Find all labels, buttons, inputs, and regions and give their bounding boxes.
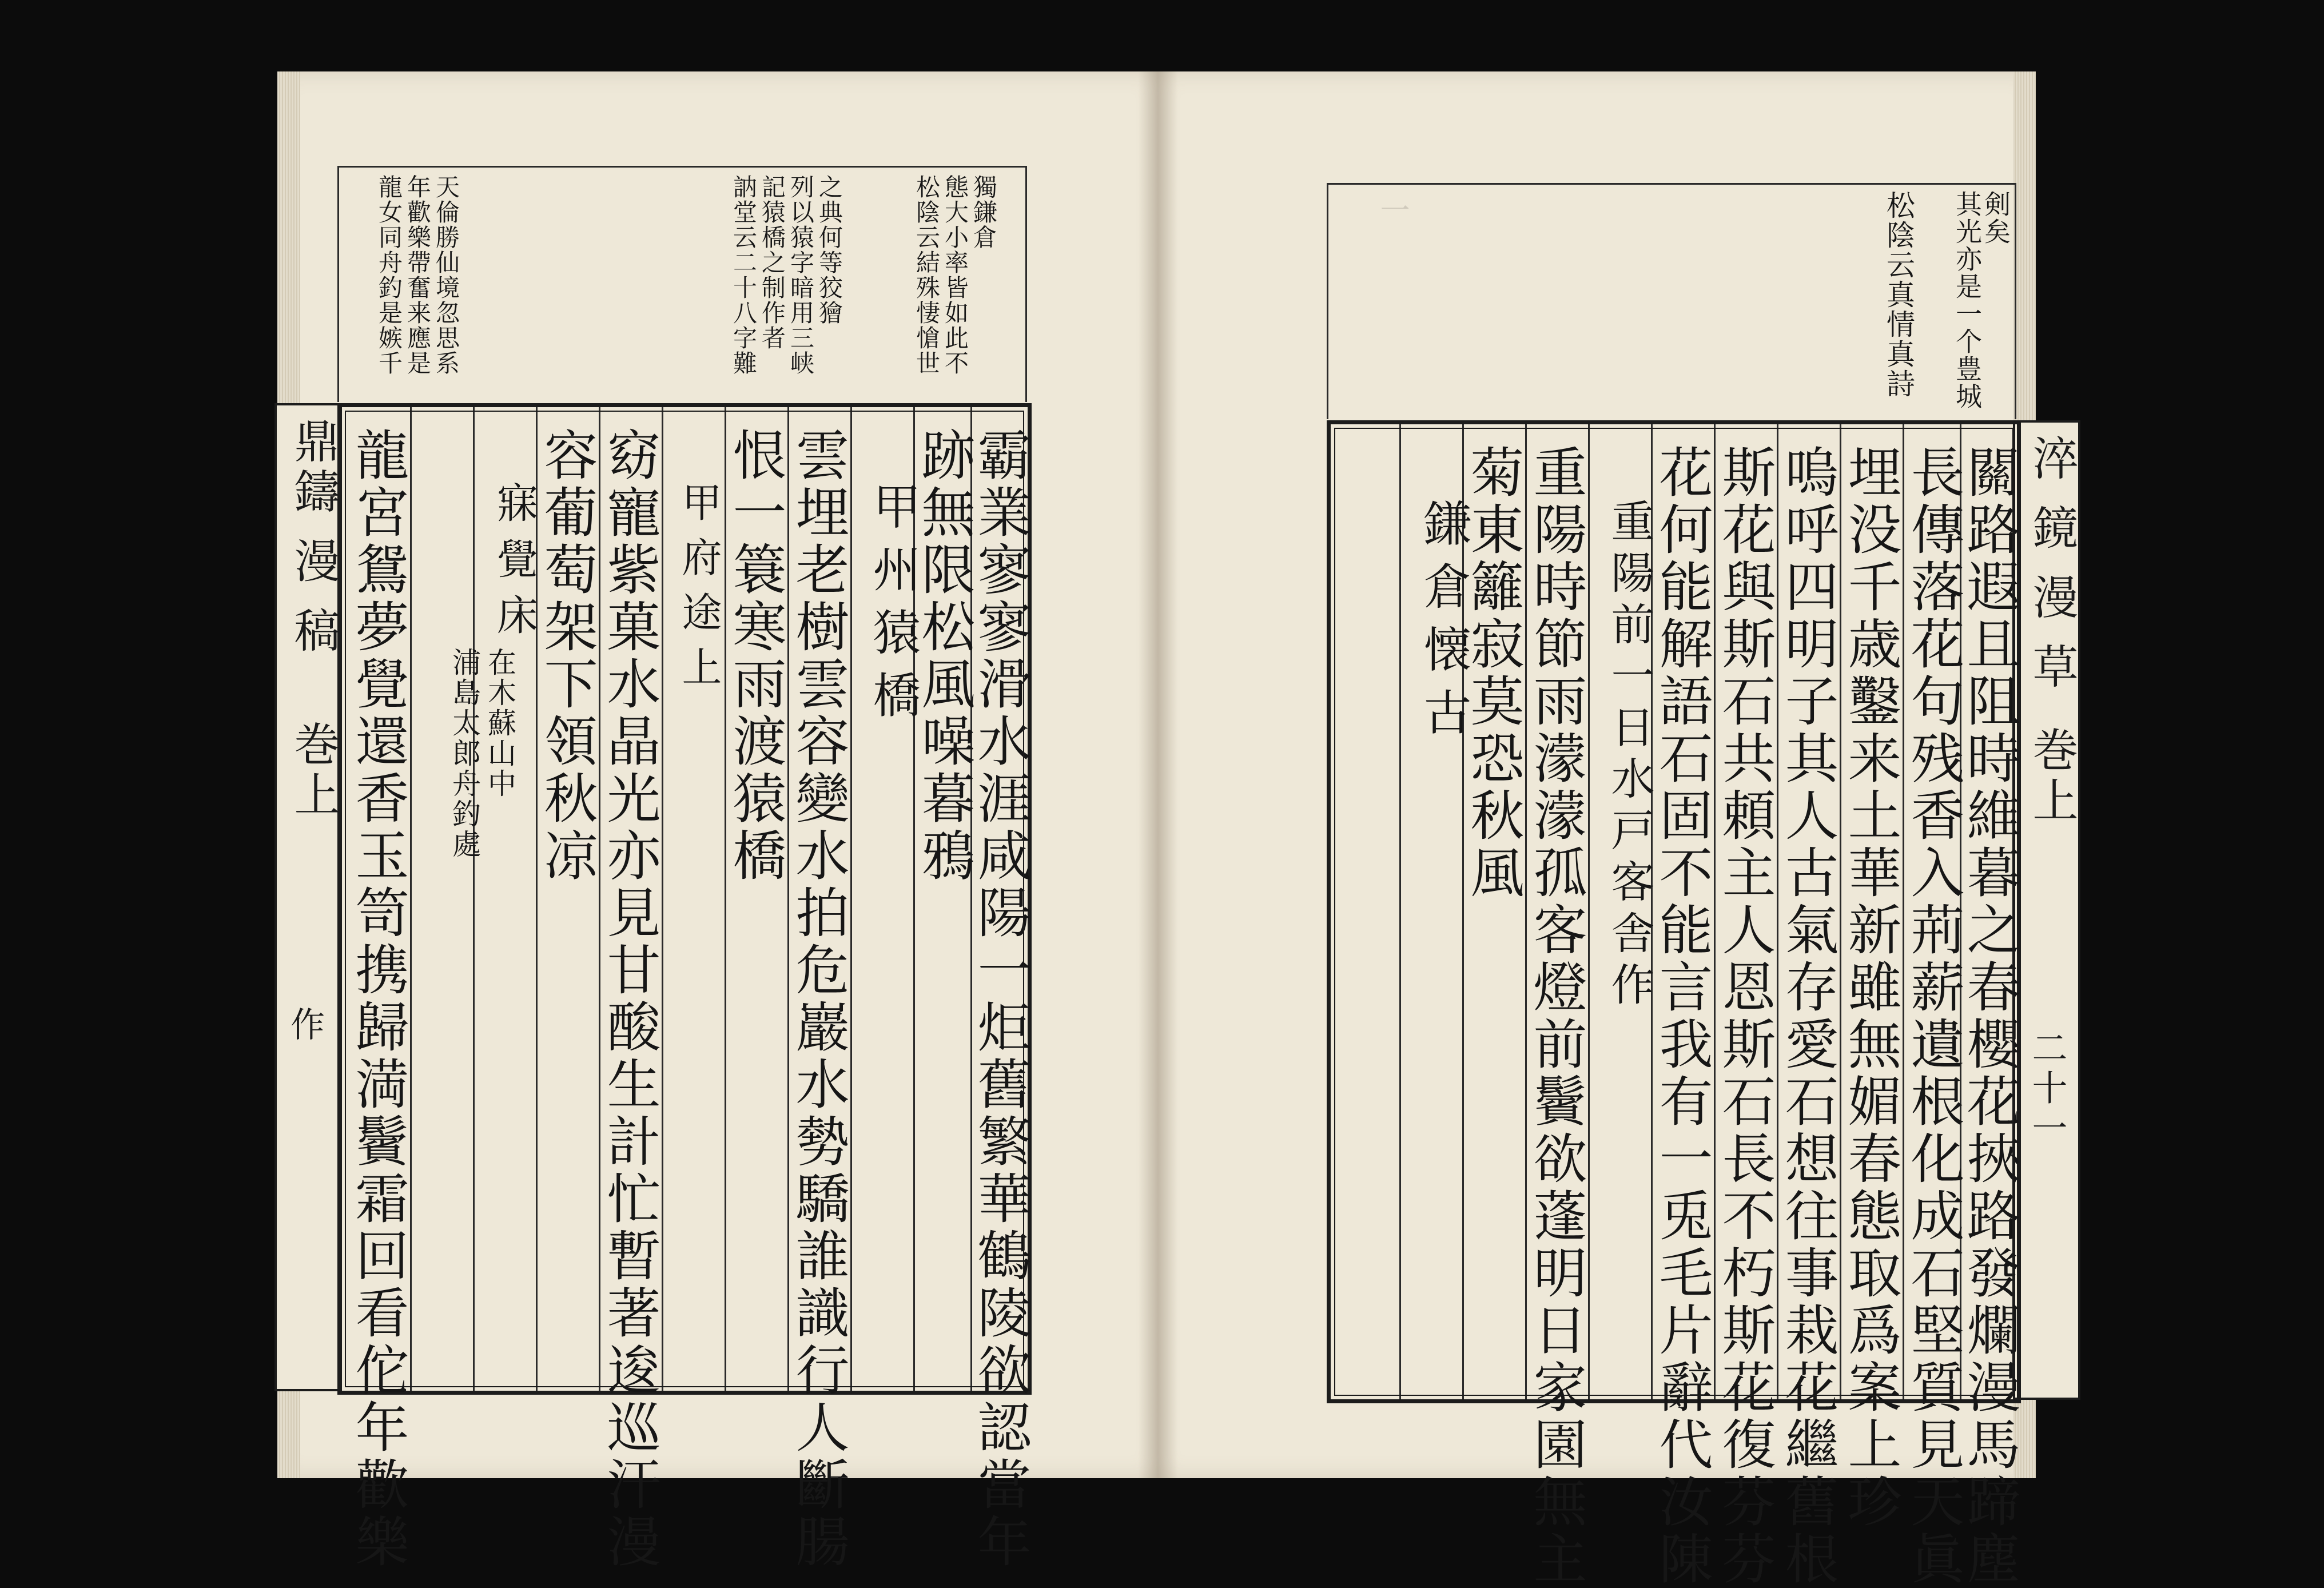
- header-note: 記猿橋之制作者: [758, 174, 786, 351]
- volume-label: 巻上: [286, 721, 340, 821]
- volume-label: 巻上: [2025, 726, 2078, 827]
- header-note: 剣矣: [1980, 190, 2011, 245]
- poem-column: 龍宮鴛夢覺還香玉笥携歸満鬢霜回看佗年歡樂: [346, 427, 408, 1571]
- poem-title: 寐覺床: [490, 481, 538, 650]
- right-text-frame: [1327, 420, 2021, 1588]
- header-note: 松陰云真情真詩: [1882, 190, 1915, 399]
- header-note: 其光亦是一个豊城: [1952, 190, 1983, 410]
- header-note: 訥堂云二十八字難: [730, 174, 758, 376]
- header-note: 態大小率皆如此不: [941, 174, 969, 376]
- header-note: 龍女同舟釣是嫉千: [375, 174, 403, 376]
- poem-column: 菊東籬寂莫恐秋風: [1461, 444, 1523, 902]
- header-note: 列以猿字暗用三峡: [787, 174, 815, 376]
- poem-column: 重陽時節雨濛濛孤客燈前鬢欲蓬明日家園無主: [1524, 444, 1586, 1588]
- book-gutter: [1138, 71, 1178, 1478]
- book-title-margin: 鼎鑄 漫 稿: [286, 417, 340, 657]
- poem-column: 跡無限松風噪暮鴉: [912, 427, 974, 885]
- poem-column: 窈寵紫菓水晶光亦見甘酸生計忙暫著逡巡汗漫: [598, 427, 660, 1571]
- header-note: 獨鎌倉: [970, 174, 998, 250]
- poem-column: 埋没千歳鑿来土華新雖無媚春態取爲案上珍: [1838, 444, 1901, 1531]
- poem-title: 鎌倉懐古: [1416, 499, 1472, 750]
- poem-subnote: 浦島太郎舟釣處: [448, 647, 481, 859]
- margin-side-label: 作: [285, 1006, 325, 1045]
- right-header-box: [1327, 183, 2016, 419]
- poem-title: 重陽前一日水戸客舎作: [1604, 499, 1655, 1013]
- poem-column: 花何能解語石固不能言我有一兎毛片辭代汝陳: [1650, 444, 1712, 1588]
- poem-column: 關路遐且阻時維暮之春櫻花挾路發爛漫馬蹄塵: [1957, 444, 2020, 1588]
- bleed-through-text: 一: [1375, 194, 1409, 393]
- poem-title: 甲州猿橋: [865, 481, 921, 733]
- poem-column: 雲埋老樹雲容變水拍危巖水勢驕誰識行人斷腸: [786, 427, 849, 1571]
- poem-title: 甲府途上: [675, 481, 722, 701]
- book-title-margin: 淬 鏡 漫 草: [2025, 435, 2078, 694]
- header-note: 之典何等狡獪: [815, 174, 843, 325]
- poem-column: 長傳落花句残香入荊薪遺根化成石堅質見天眞: [1901, 444, 1964, 1588]
- poem-column: 斯花與斯石共頼主人恩斯石長不朽斯花復芬芬: [1713, 444, 1775, 1588]
- poem-column: 恨一簑寒雨渡猿橋: [723, 427, 786, 885]
- poem-subnote: 在木蘇山中: [483, 647, 516, 799]
- bleed-through-text: [1350, 743, 1388, 1344]
- poem-column: 霸業寥寥滑水涯咸陽一炬舊繁華鶴陵欲認當年: [968, 427, 1030, 1571]
- poem-column: 容葡萄架下領秋凉: [535, 427, 597, 885]
- header-note: 天倫勝仙境忽思系: [432, 174, 460, 376]
- header-note: 年歡樂帶奮来應是: [404, 174, 432, 376]
- page-number: 二十一: [2026, 1029, 2068, 1149]
- left-header-box: [337, 166, 1027, 402]
- poem-column: 嗚呼四明子其人古氣存愛石想往事栽花繼舊根: [1776, 444, 1838, 1588]
- header-note: 松陰云結殊悽愴世: [913, 174, 941, 376]
- left-text-frame: [337, 403, 1032, 1571]
